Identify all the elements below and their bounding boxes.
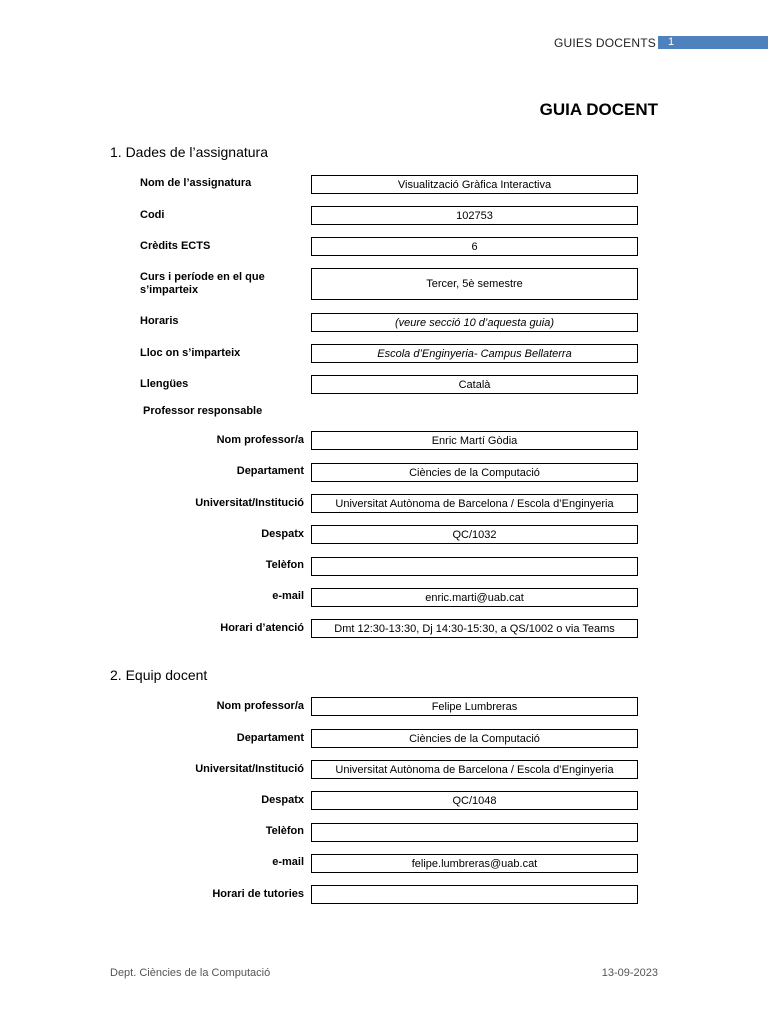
header-page-bar (658, 36, 768, 49)
team-value-name: Felipe Lumbreras (311, 697, 638, 716)
field-value-ects: 6 (311, 237, 638, 256)
field-label-location: Lloc on s’imparteix (140, 347, 241, 359)
professor-heading: Professor responsable (143, 405, 263, 417)
prof-label-department: Departament (236, 465, 304, 477)
team-label-university: Universitat/Institució (195, 763, 304, 775)
field-label-course-name: Nom de l’assignatura (140, 177, 252, 189)
prof-value-office: QC/1032 (311, 525, 638, 544)
team-label-department: Departament (236, 732, 304, 744)
prof-value-university: Universitat Autònoma de Barcelona / Escola d’Enginyeria (311, 494, 638, 513)
field-value-course-period: Tercer, 5è semestre (311, 268, 638, 300)
prof-value-office-hours: Dmt 12:30-13:30, Dj 14:30-15:30, a QS/1002 o via Teams (311, 619, 638, 638)
page-title: GUIA DOCENT (539, 100, 658, 119)
field-label-languages: Llengües (140, 378, 189, 390)
field-label-schedule: Horaris (140, 315, 179, 327)
field-value-code: 102753 (311, 206, 638, 225)
field-value-location: Escola d’Enginyeria- Campus Bellaterra (311, 344, 638, 363)
team-label-name: Nom professor/a (216, 700, 304, 712)
team-label-tutoring-hours: Horari de tutories (212, 888, 304, 900)
team-label-email: e-mail (272, 856, 304, 868)
field-value-schedule: (veure secció 10 d’aquesta guia) (311, 313, 638, 332)
field-label-course-period: Curs i període en el que s’imparteix (140, 271, 265, 296)
prof-value-name: Enric Martí Gòdia (311, 431, 638, 450)
team-value-department: Ciències de la Computació (311, 729, 638, 748)
team-value-tutoring-hours (311, 885, 638, 904)
prof-value-email: enric.marti@uab.cat (311, 588, 638, 607)
team-value-office: QC/1048 (311, 791, 638, 810)
field-label-code: Codi (140, 209, 165, 221)
team-label-phone: Telèfon (265, 825, 304, 837)
prof-label-email: e-mail (272, 590, 304, 602)
prof-value-phone (311, 557, 638, 576)
field-value-languages: Català (311, 375, 638, 394)
field-value-course-name: Visualització Gràfica Interactiva (311, 175, 638, 194)
section-1-heading: 1. Dades de l’assignatura (110, 144, 268, 160)
prof-label-phone: Telèfon (265, 559, 304, 571)
prof-value-department: Ciències de la Computació (311, 463, 638, 482)
section-2-heading: 2. Equip docent (110, 667, 208, 683)
team-value-phone (311, 823, 638, 842)
prof-label-name: Nom professor/a (216, 434, 304, 446)
team-label-office: Despatx (261, 794, 304, 806)
footer-date: 13-09-2023 (601, 967, 658, 979)
team-value-university: Universitat Autònoma de Barcelona / Escola d’Enginyeria (311, 760, 638, 779)
field-label-ects: Crèdits ECTS (140, 240, 211, 252)
team-value-email: felipe.lumbreras@uab.cat (311, 854, 638, 873)
header-label: GUIES DOCENTS (554, 36, 656, 50)
page-number: 1 (668, 36, 675, 48)
prof-label-office: Despatx (261, 528, 304, 540)
prof-label-university: Universitat/Institució (195, 497, 304, 509)
footer-department: Dept. Ciències de la Computació (110, 967, 271, 979)
prof-label-office-hours: Horari d’atenció (220, 622, 304, 634)
